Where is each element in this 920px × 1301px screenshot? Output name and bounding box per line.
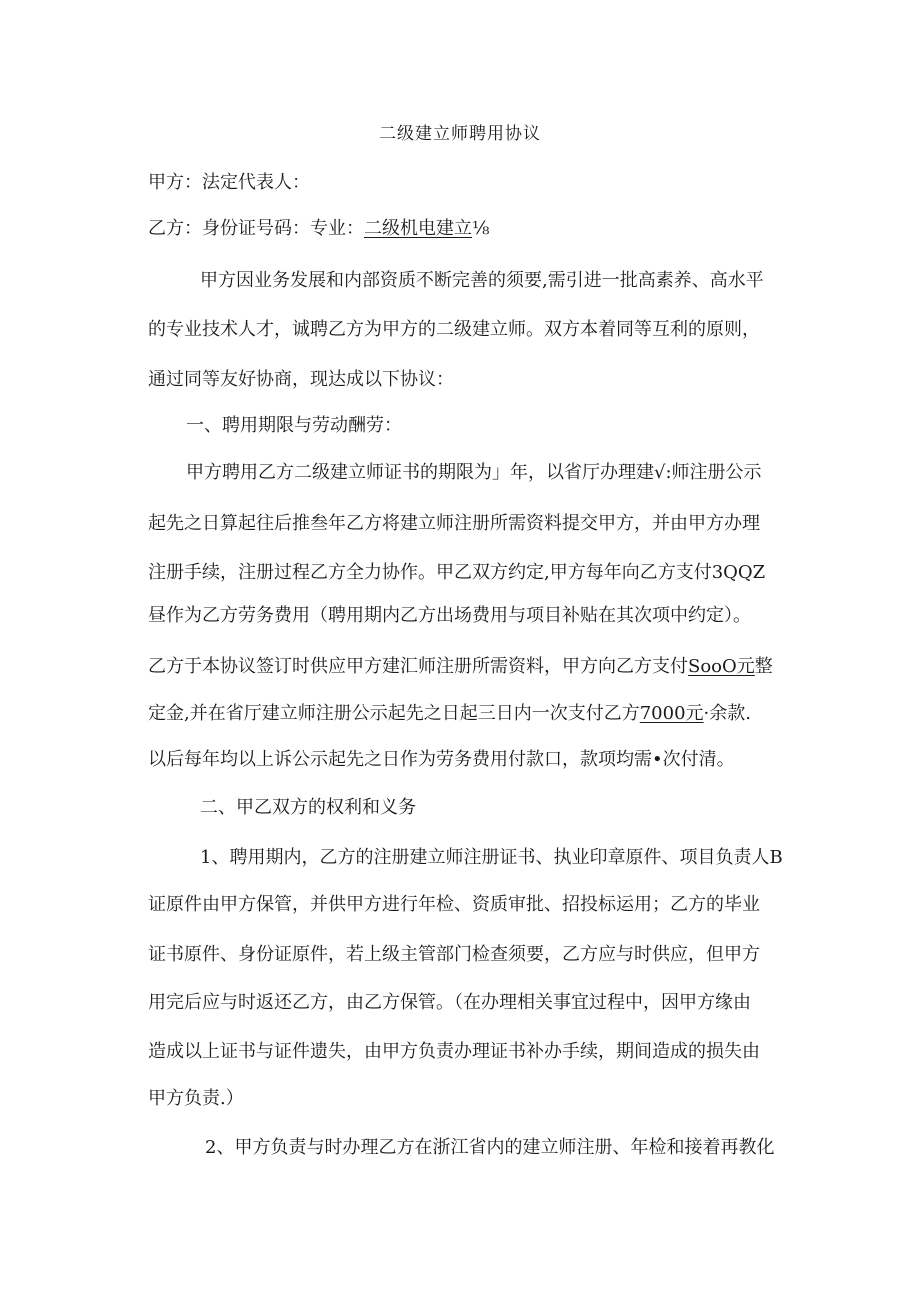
item-1-line-3: 证书原件、身份证原件，若上级主管部门检查须要，乙方应与时供应，但甲方: [148, 944, 760, 965]
document-title: 二级建立师聘用协议: [379, 124, 541, 144]
section-1-line-5-end: 整: [754, 656, 773, 677]
item-1-line-1: 1、聘用期内，乙方的注册建立师注册证书、执业印章原件、项目负责人B: [200, 847, 783, 868]
section-1-line-2: 起先之日算起往后推叁年乙方将建立师注册所需资料提交甲方，并由甲方办理: [148, 513, 760, 534]
section-1-line-6-text: 定金,并在省厅建立师注册公示起先之日起三日内一次支付乙方: [148, 703, 640, 724]
party-a-line: 甲方：法定代表人：: [148, 172, 310, 193]
section-1-line-7: 以后每年均以上诉公示起先之日作为劳务费用付款口，款项均需•次付清。: [148, 749, 735, 770]
section-1-heading: 一、聘用期限与劳动酬劳：: [186, 415, 402, 436]
section-1-line-5: [148, 655, 773, 679]
item-1-line-6: 甲方负责.）: [148, 1088, 244, 1109]
intro-line-3: 通过同等友好协商，现达成以下协议：: [148, 369, 454, 390]
section-1-line-6-end: ·余款.: [703, 703, 751, 724]
deposit-amount: SooO元: [688, 656, 755, 677]
party-b-line: [148, 217, 489, 241]
section-2-heading: 二、甲乙双方的权利和义务: [200, 797, 416, 818]
section-1-line-3: 注册手续，注册过程乙方全力协作。甲乙双方约定,甲方每年向乙方支付3QQZ: [148, 562, 766, 583]
item-1-line-2: 证原件由甲方保管，并供甲方进行年检、资质审批、招投标运用；乙方的毕业: [148, 894, 760, 915]
item-1-line-5: 造成以上证书与证件遗失，由甲方负责办理证书补办手续，期间造成的损失由: [148, 1041, 760, 1062]
section-1-line-5-text: 乙方于本协议签订时供应甲方建汇师注册所需资料，甲方向乙方支付: [148, 656, 688, 677]
party-b-prefix: 乙方：身份证号码：专业：: [148, 218, 364, 239]
balance-amount: 7000元: [639, 703, 704, 724]
section-1-line-6: [148, 702, 751, 726]
party-b-specialty: 二级机电建立: [364, 218, 472, 239]
section-1-line-1: 甲方聘用乙方二级建立师证书的期限为」年，以省厅办理建√:师注册公示: [186, 462, 762, 483]
intro-line-1: 甲方因业务发展和内部资质不断完善的须要,需引进一批高素养、高水平: [200, 270, 764, 291]
section-1-line-4: 昼作为乙方劳务费用（聘用期内乙方出场费用与项目补贴在其次项中约定）。: [148, 605, 751, 626]
item-1-line-4: 用完后应与时返还乙方，由乙方保管。（在办理相关事宜过程中，因甲方缘由: [148, 992, 751, 1013]
item-2-line-1: 2、甲方负责与时办理乙方在浙江省内的建立师注册、年检和接着再教化: [205, 1137, 775, 1158]
intro-line-2: 的专业技术人才，诚聘乙方为甲方的二级建立师。双方本着同等互利的原则，: [148, 319, 760, 340]
party-b-suffix: ⅛: [472, 218, 490, 239]
